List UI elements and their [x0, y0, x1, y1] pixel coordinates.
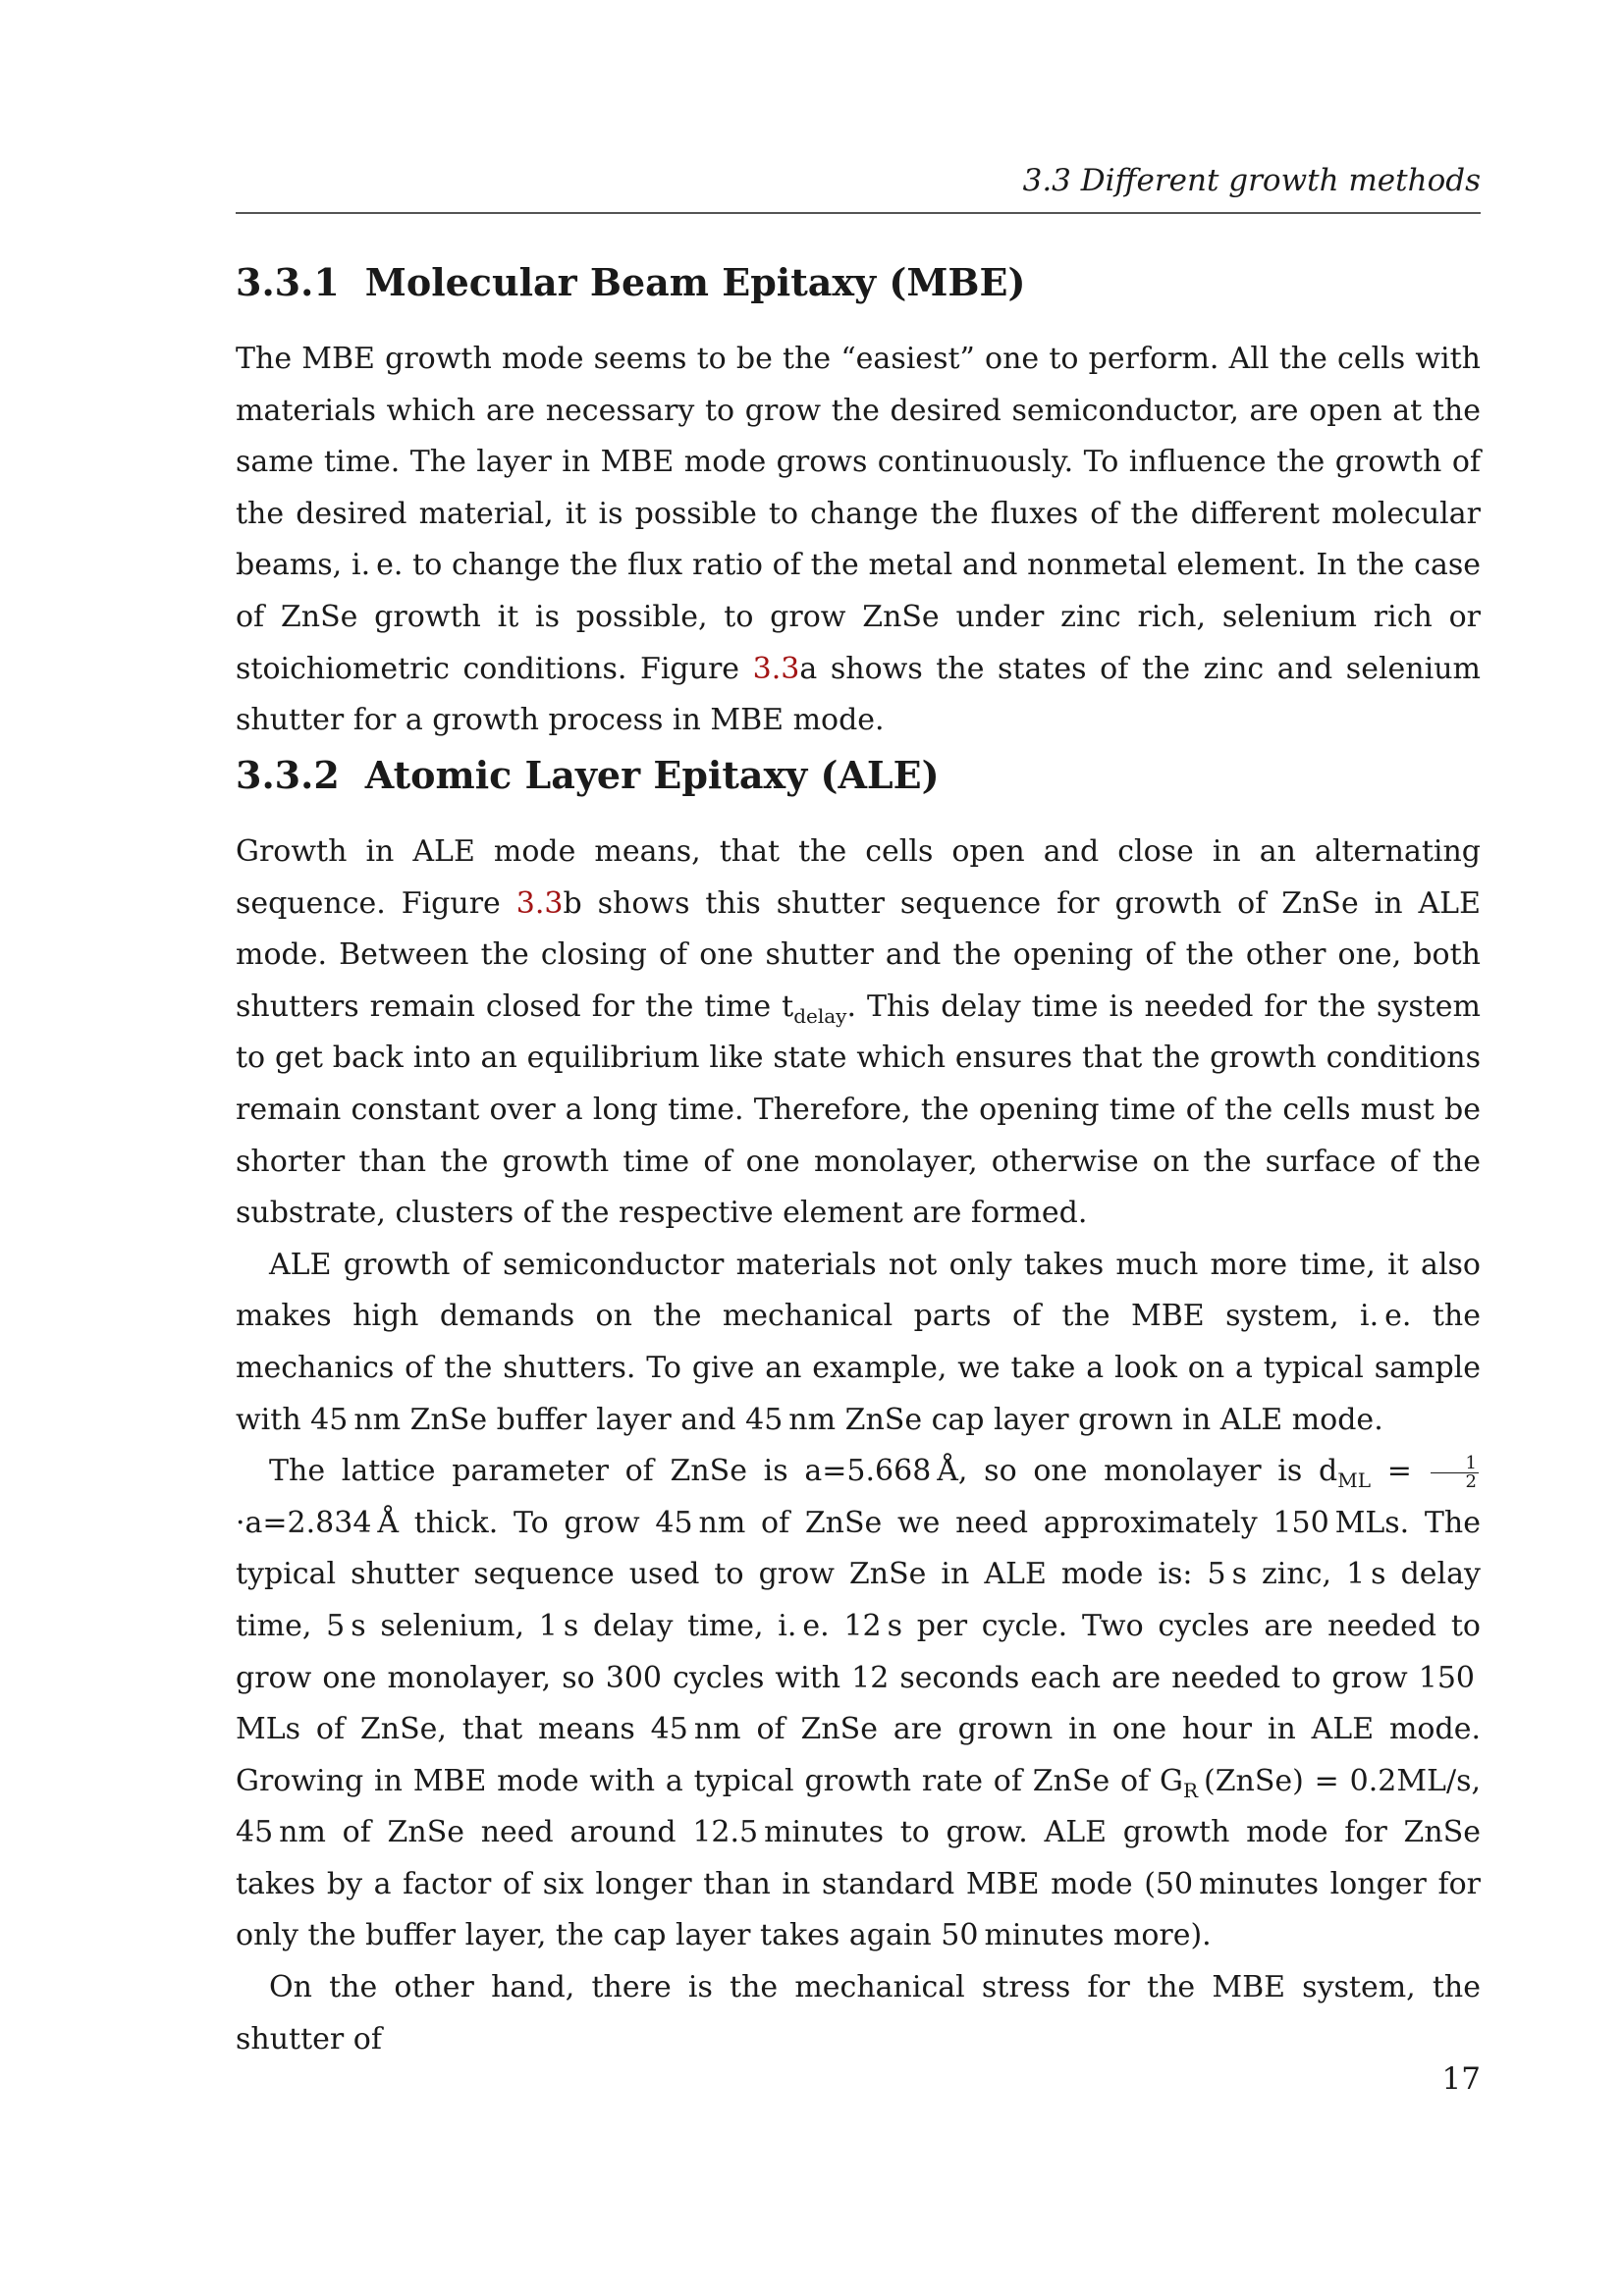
text-run: a shows the states of the zinc and selenium shutter for a growth process in MBE mode.: [236, 651, 1481, 738]
text-run: . This delay time is needed for the system to get back into an equilibrium like state which ensures that the growth conditions remain constant over a long time. Therefore, the opening time of the cells must be shorter than the growth time of one monolayer, otherwise on the surface of the substrate, clusters of the respective element are formed.: [236, 988, 1481, 1231]
section-heading-ale: [236, 754, 1481, 797]
subscript: ML: [1337, 1468, 1371, 1493]
section-title: Molecular Beam Epitaxy (MBE): [364, 260, 1026, 304]
section-title: Atomic Layer Epitaxy (ALE): [364, 753, 940, 797]
paragraph: [236, 827, 1481, 1240]
mbe-section-body: [236, 334, 1481, 747]
running-header: 3.3 Different growth methods: [1022, 163, 1481, 198]
figure-reference-link[interactable]: 3.3: [752, 651, 800, 686]
fraction-numerator: 1: [1431, 1455, 1479, 1473]
text-run: ·a=2.834 Å thick. To grow 45 nm of ZnSe we need approximately 150 MLs. The typical shutter sequence used to grow ZnSe in ALE mode is: 5 s zinc, 1 s delay time, 5 s selenium, 1 s delay time, i. e. 12 s per cycle. Two cycles are needed to grow one monolayer, so 300 cycles with 12 seconds each are needed to grow 150 MLs of ZnSe, that means 45 nm of ZnSe are grown in one hour in ALE mode. Growing in MBE mode with a typical growth rate of ZnSe of G: [236, 1505, 1481, 1798]
text-run: =: [1370, 1454, 1429, 1489]
text-run: b shows this shutter sequence for growth of ZnSe in ALE mode. Between the closing of one shutter and the opening of the other one, both shutters remain closed for the time t: [236, 885, 1481, 1024]
figure-reference-link[interactable]: 3.3: [515, 885, 564, 921]
paragraph: [236, 1446, 1481, 1962]
page-number: 17: [1441, 2061, 1481, 2097]
header-rule: [236, 212, 1481, 214]
paragraph: [236, 334, 1481, 747]
fraction-denominator: 2: [1465, 1470, 1477, 1492]
section-number: 3.3.2: [236, 753, 340, 797]
paragraph: ALE growth of semiconductor materials not only takes much more time, it also makes high demands on the mechanical parts of the MBE system, i. e. the mechanics of the shutters. To give an example, we take a look on a typical sample with 45 nm ZnSe buffer layer and 45 nm ZnSe cap layer grown in ALE mode.: [236, 1247, 1481, 1437]
section-number: 3.3.1: [236, 260, 340, 304]
fraction: [1431, 1452, 1479, 1492]
ale-section-body: [236, 827, 1481, 2065]
text-run: Growth in ALE mode means, that the cells open and close in an alternating sequence. Figure: [236, 834, 1481, 921]
text-run: (ZnSe) = 0.2ML/s, 45 nm of ZnSe need around 12.5 minutes to grow. ALE growth mode for ZnSe takes by a factor of six longer than in standard MBE mode (50 minutes longer for only the buffer layer, the cap layer takes again 50 minutes more).: [236, 1763, 1482, 1953]
subscript: delay: [793, 1003, 847, 1028]
text-run: The MBE growth mode seems to be the “easiest” one to perform. All the cells with materials which are necessary to grow the desired semiconductor, are open at the same time. The layer in MBE mode grows continuously. To influence the growth of the desired material, it is possible to change the fluxes of the different molecular beams, i. e. to change the flux ratio of the metal and nonmetal element. In the case of ZnSe growth it is possible, to grow ZnSe under zinc rich, selenium rich or stoichiometric conditions. Figure: [236, 342, 1481, 686]
text-run: The lattice parameter of ZnSe is a=5.668 Å, so one monolayer is d: [269, 1454, 1338, 1489]
section-heading-mbe: [236, 261, 1481, 304]
paragraph: On the other hand, there is the mechanical stress for the MBE system, the shutter of: [236, 1970, 1481, 2056]
subscript: R: [1182, 1778, 1198, 1802]
